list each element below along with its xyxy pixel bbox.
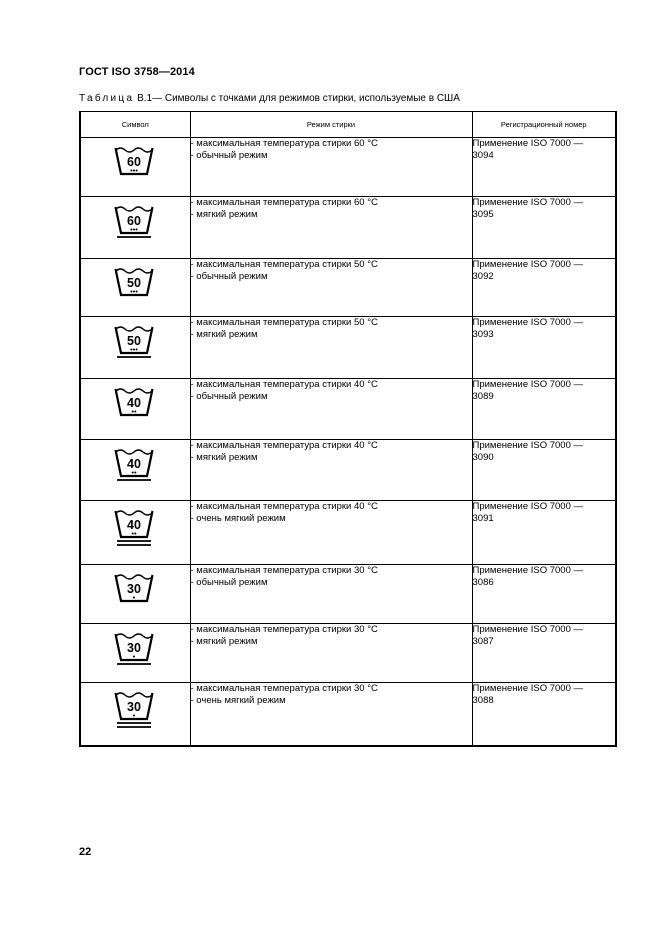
mode-type-text: - обычный режим (190, 391, 268, 402)
symbol-cell (80, 197, 190, 259)
caption-prefix: Таблица (79, 93, 135, 104)
header-mode: Режим стирки (190, 112, 472, 138)
mode-cell (190, 683, 472, 746)
dots-group (131, 228, 138, 230)
registration-number: 3088 (472, 695, 494, 706)
registration-text: Применение ISO 7000 — (472, 683, 584, 694)
registration-cell (472, 379, 616, 440)
table-row (80, 138, 616, 197)
registration-text: Применение ISO 7000 — (472, 197, 584, 208)
symbol-cell (80, 624, 190, 683)
dot-mark (133, 348, 135, 350)
registration-cell (472, 138, 616, 197)
dot-mark (135, 410, 137, 412)
wash-tub-icon (113, 630, 157, 674)
dots-group (132, 532, 137, 534)
mode-temperature-text: - максимальная температура стирки 60 °С (190, 138, 378, 149)
dot-mark (136, 348, 138, 350)
table-row (80, 624, 616, 683)
mode-cell (190, 379, 472, 440)
dot-mark (135, 532, 137, 534)
table-row (80, 259, 616, 317)
registration-number: 3094 (472, 150, 494, 161)
registration-number: 3087 (472, 636, 494, 647)
mode-cell (190, 259, 472, 317)
mode-temperature-text: - максимальная температура стирки 40 °С (190, 440, 378, 451)
registration-cell (472, 259, 616, 317)
dot-mark (133, 169, 135, 171)
mode-type-text: - обычный режим (190, 271, 268, 282)
symbol-cell (80, 501, 190, 565)
mode-type-text: - обычный режим (190, 150, 268, 161)
symbol-cell (80, 440, 190, 501)
registration-text: Применение ISO 7000 — (472, 138, 584, 149)
mode-temperature-text: - максимальная температура стирки 50 °С (190, 317, 378, 328)
header-symbol: Символ (80, 112, 190, 138)
temperature-label: 30 (127, 700, 142, 714)
registration-number: 3091 (472, 513, 494, 524)
table-row (80, 440, 616, 501)
symbol-cell (80, 565, 190, 624)
wash-tub-icon (113, 571, 157, 615)
wash-tub-icon (113, 689, 157, 733)
wash-tub-icon (113, 446, 157, 490)
registration-cell (472, 624, 616, 683)
wash-tub-icon (113, 203, 157, 247)
temperature-label: 50 (127, 276, 142, 290)
symbol-cell (80, 683, 190, 746)
table-row (80, 317, 616, 379)
symbol-cell (80, 317, 190, 379)
dot-mark (132, 532, 134, 534)
dot-mark (133, 714, 135, 716)
registration-text: Применение ISO 7000 — (472, 565, 584, 576)
temperature-label: 30 (127, 641, 142, 655)
registration-cell (472, 197, 616, 259)
dot-mark (133, 596, 135, 598)
mode-cell (190, 317, 472, 379)
wash-tub-icon (113, 323, 157, 367)
registration-text: Применение ISO 7000 — (472, 317, 584, 328)
registration-number: 3089 (472, 391, 494, 402)
registration-number: 3086 (472, 577, 494, 588)
mode-type-text: - мягкий режим (190, 329, 258, 340)
registration-text: Применение ISO 7000 — (472, 259, 584, 270)
caption-text: В.1— Символы с точками для режимов стирки, используемые в США (134, 93, 460, 104)
mode-cell (190, 440, 472, 501)
registration-text: Применение ISO 7000 — (472, 624, 584, 635)
table-row (80, 565, 616, 624)
dot-mark (136, 290, 138, 292)
symbol-cell (80, 379, 190, 440)
registration-cell (472, 501, 616, 565)
mode-temperature-text: - максимальная температура стирки 30 °С (190, 624, 378, 635)
registration-number: 3090 (472, 452, 494, 463)
registration-cell (472, 565, 616, 624)
mode-temperature-text: - максимальная температура стирки 30 °С (190, 683, 378, 694)
registration-cell (472, 683, 616, 746)
dots-group (131, 290, 138, 292)
table-row (80, 197, 616, 259)
symbol-cell (80, 259, 190, 317)
dots-group (131, 169, 138, 171)
bars-group (117, 541, 151, 545)
dot-mark (131, 290, 133, 292)
mode-type-text: - мягкий режим (190, 209, 258, 220)
dot-mark (133, 228, 135, 230)
dot-mark (132, 471, 134, 473)
mode-cell (190, 624, 472, 683)
dots-group (133, 714, 135, 716)
temperature-label: 60 (127, 155, 142, 169)
table-row (80, 683, 616, 746)
dot-mark (132, 410, 134, 412)
temperature-label: 40 (127, 518, 142, 532)
temperature-label: 60 (127, 214, 142, 228)
dots-group (133, 655, 135, 657)
page-number: 22 (79, 846, 92, 858)
registration-number: 3092 (472, 271, 494, 282)
registration-cell (472, 440, 616, 501)
table-row (80, 501, 616, 565)
table-caption (79, 93, 460, 104)
dot-mark (133, 290, 135, 292)
mode-cell (190, 197, 472, 259)
header-registration: Регистрационный номер (472, 112, 616, 138)
table-header-row (80, 112, 616, 138)
temperature-label: 50 (127, 334, 142, 348)
registration-text: Применение ISO 7000 — (472, 501, 584, 512)
wash-tub-icon (113, 507, 157, 551)
dot-mark (131, 348, 133, 350)
dots-group (132, 471, 137, 473)
registration-text: Применение ISO 7000 — (472, 379, 584, 390)
document-id: ГОСТ ISO 3758—2014 (79, 66, 195, 78)
dot-mark (136, 228, 138, 230)
wash-tub-icon (113, 265, 157, 309)
mode-temperature-text: - максимальная температура стирки 60 °С (190, 197, 378, 208)
wash-symbols-table (79, 111, 617, 747)
table-row (80, 379, 616, 440)
wash-tub-icon (113, 385, 157, 429)
wash-tub-icon (113, 144, 157, 188)
mode-cell (190, 138, 472, 197)
registration-number: 3093 (472, 329, 494, 340)
mode-type-text: - мягкий режим (190, 452, 258, 463)
dots-group (132, 410, 137, 412)
mode-type-text: - очень мягкий режим (190, 695, 286, 706)
bars-group (117, 723, 151, 727)
mode-type-text: - обычный режим (190, 577, 268, 588)
dot-mark (133, 655, 135, 657)
mode-cell (190, 501, 472, 565)
dot-mark (131, 169, 133, 171)
registration-number: 3095 (472, 209, 494, 220)
mode-temperature-text: - максимальная температура стирки 40 °С (190, 379, 378, 390)
temperature-label: 30 (127, 582, 142, 596)
symbol-cell (80, 138, 190, 197)
dots-group (133, 596, 135, 598)
mode-type-text: - мягкий режим (190, 636, 258, 647)
dot-mark (136, 169, 138, 171)
dots-group (131, 348, 138, 350)
mode-temperature-text: - максимальная температура стирки 50 °С (190, 259, 378, 270)
mode-cell (190, 565, 472, 624)
mode-temperature-text: - максимальная температура стирки 30 °С (190, 565, 378, 576)
mode-type-text: - очень мягкий режим (190, 513, 286, 524)
dot-mark (131, 228, 133, 230)
temperature-label: 40 (127, 457, 142, 471)
temperature-label: 40 (127, 396, 142, 410)
mode-temperature-text: - максимальная температура стирки 40 °С (190, 501, 378, 512)
dot-mark (135, 471, 137, 473)
registration-cell (472, 317, 616, 379)
registration-text: Применение ISO 7000 — (472, 440, 584, 451)
